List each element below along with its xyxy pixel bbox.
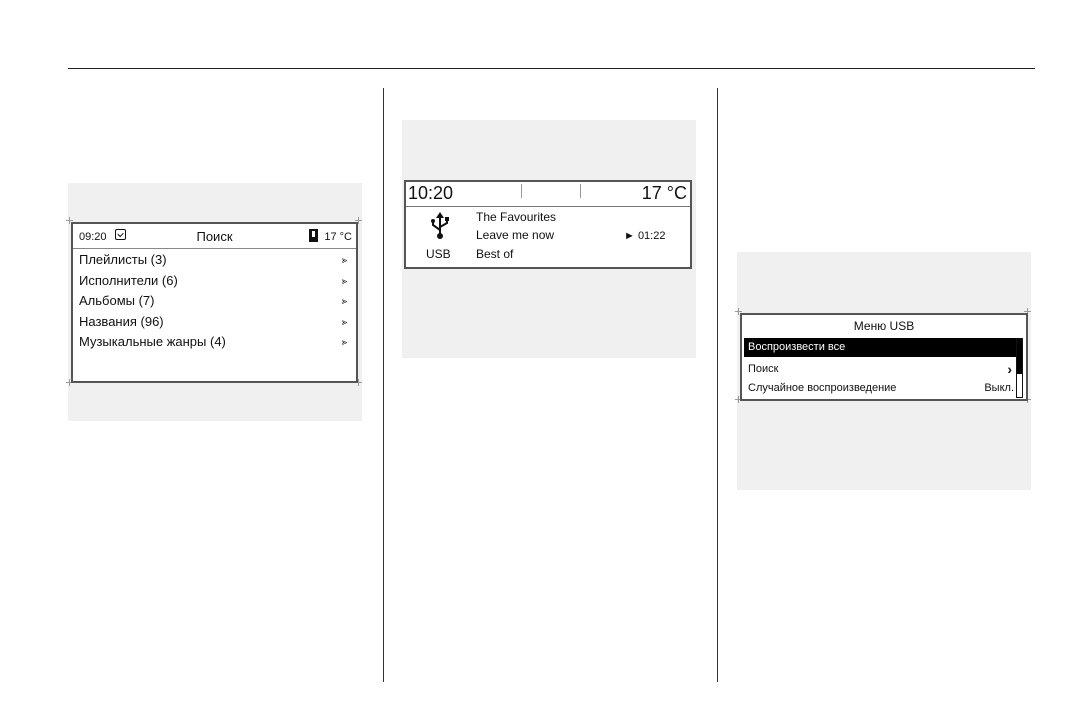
source-label: USB	[426, 247, 451, 261]
screen-title: Меню USB	[853, 319, 915, 333]
track-artist: Best of	[476, 247, 514, 261]
track-title: Leave me now	[476, 228, 555, 242]
screen-title: Поиск	[196, 229, 233, 244]
chevron-right-icon: ›	[1007, 361, 1012, 377]
top-rule	[68, 68, 1035, 69]
column-divider-right	[717, 88, 718, 682]
status-bar	[73, 224, 356, 249]
phone-icon	[309, 229, 318, 242]
menu-item-shuffle[interactable]	[744, 379, 1016, 398]
temperature: 17 °C	[324, 231, 352, 243]
track-album: The Favourites	[476, 210, 557, 224]
temperature: 17 °C	[641, 183, 687, 203]
scrollbar-thumb[interactable]	[1017, 339, 1022, 374]
menu-item-genres[interactable]	[73, 331, 356, 352]
double-chevron-icon: ⪢	[341, 255, 347, 265]
status-bar	[406, 182, 690, 207]
menu-item-label: Исполнители (6)	[79, 272, 178, 288]
usb-menu-screen	[740, 313, 1028, 401]
search-screen	[71, 222, 358, 383]
player-screen	[404, 180, 692, 269]
menu-item-label: Плейлисты (3)	[79, 252, 167, 267]
menu-item-titles[interactable]	[73, 311, 356, 332]
shuffle-value: Выкл.	[984, 382, 1014, 394]
double-chevron-icon: ⪢	[341, 296, 347, 306]
menu-item-search[interactable]	[744, 360, 1016, 379]
status-divider	[580, 184, 581, 198]
double-chevron-icon: ⪢	[341, 337, 347, 347]
menu-item-label: Воспроизвести все	[748, 341, 846, 353]
menu-item-label: Альбомы (7)	[79, 293, 155, 308]
double-chevron-icon: ⪢	[341, 275, 347, 286]
menu-item-playlists[interactable]	[73, 249, 356, 270]
playback-time: ► 01:22	[624, 230, 666, 242]
menu-item-label: Поиск	[748, 363, 779, 375]
menu-item-label: Случайное воспроизведение	[748, 382, 897, 394]
menu-item-artists[interactable]	[73, 270, 356, 291]
scrollbar[interactable]	[1016, 338, 1023, 398]
column-divider-left	[383, 88, 384, 682]
usb-icon	[430, 212, 450, 240]
double-chevron-icon: ⪢	[341, 316, 347, 327]
menu-item-label: Названия (96)	[79, 313, 164, 329]
status-divider	[521, 184, 522, 198]
clock-time: 10:20	[408, 183, 454, 203]
menu-item-play-all[interactable]	[744, 338, 1016, 357]
menu-item-label: Музыкальные жанры (4)	[79, 334, 226, 349]
clock-time: 09:20	[79, 231, 107, 243]
menu-item-albums[interactable]	[73, 290, 356, 311]
